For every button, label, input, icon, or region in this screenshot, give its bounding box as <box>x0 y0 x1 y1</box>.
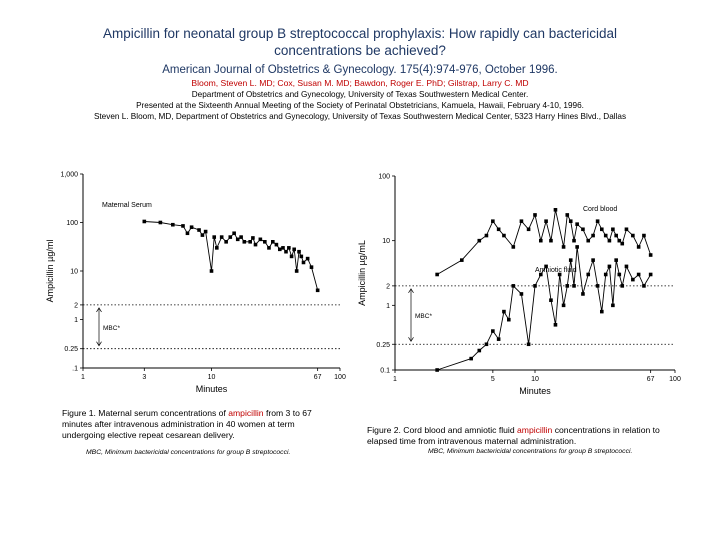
department-affiliation: Department of Obstetrics and Gynecology, University of Texas Southwestern Medical Center. <box>191 90 529 99</box>
data-point <box>581 292 585 296</box>
x-tick-label: 1 <box>393 376 397 383</box>
data-point <box>491 219 495 223</box>
data-point <box>554 323 558 327</box>
data-point <box>611 304 615 308</box>
data-point <box>520 219 524 223</box>
data-point <box>637 245 641 249</box>
data-point <box>562 245 566 249</box>
data-point <box>292 248 296 252</box>
data-point <box>533 213 537 217</box>
data-point <box>591 258 595 262</box>
data-point <box>527 342 531 346</box>
data-point <box>243 240 247 244</box>
data-point <box>201 233 205 237</box>
data-point <box>210 269 214 273</box>
data-point <box>159 221 163 225</box>
y-tick-label: 100 <box>378 173 390 181</box>
y-tick-label: 10 <box>382 238 390 246</box>
figure-1-chart <box>40 160 360 394</box>
figure-2-caption <box>367 425 692 447</box>
y-tick-label: 1 <box>74 317 78 324</box>
data-point <box>306 257 310 261</box>
data-point <box>507 318 511 322</box>
data-point <box>435 273 439 277</box>
data-point <box>600 227 604 231</box>
data-point <box>625 265 629 269</box>
data-point <box>224 240 228 244</box>
data-point <box>491 329 495 333</box>
data-point <box>251 236 255 240</box>
data-point <box>300 255 304 259</box>
data-point <box>637 273 641 277</box>
data-point <box>533 284 537 288</box>
x-tick-label: 67 <box>646 376 655 383</box>
data-point <box>295 269 299 273</box>
page-title: Ampicillin for neonatal group B streptococcal prophylaxis: How rapidly can bactericidal concentrations be achieved? <box>102 26 617 58</box>
data-point <box>569 219 573 223</box>
data-point <box>512 284 516 288</box>
series-label: Amniotic fluid <box>535 267 577 274</box>
data-point <box>569 258 573 262</box>
data-point <box>485 342 489 346</box>
data-point <box>649 273 653 277</box>
y-tick-label: 10 <box>70 268 78 276</box>
data-point <box>477 239 481 243</box>
data-point <box>236 238 240 242</box>
y-tick-label: 100 <box>66 220 78 227</box>
caption-text: Figure 1. Maternal serum concentrations of <box>62 408 229 418</box>
caption-highlight: ampicillin <box>228 408 264 418</box>
author-address: Steven L. Bloom, MD, Department of Obstetrics and Gynecology, University of Texas Southwestern Medical Center, 5323 Harry Hines Blvd., Dallas <box>93 112 627 121</box>
x-axis-label: Minutes <box>519 386 551 396</box>
y-tick-label: 0.25 <box>64 346 78 354</box>
series-label: Cord blood <box>583 206 618 213</box>
data-point <box>562 304 566 308</box>
data-point <box>502 234 506 238</box>
data-point <box>259 238 263 242</box>
data-point <box>460 258 464 262</box>
data-point <box>608 265 612 269</box>
data-point <box>565 213 569 217</box>
data-point <box>281 246 285 250</box>
data-point <box>617 273 621 277</box>
data-point <box>316 289 320 293</box>
data-point <box>220 235 224 239</box>
data-point <box>596 284 600 288</box>
data-point <box>604 273 608 277</box>
caption-text: concentrations in relation to elapsed time from intravenous maternal administration. <box>367 425 660 446</box>
data-point <box>591 234 595 238</box>
data-point <box>254 243 258 247</box>
x-tick-label: 67 <box>313 374 322 381</box>
data-point <box>435 368 439 372</box>
data-point <box>310 265 314 269</box>
y-axis-label: Ampicillin µg/mL <box>357 240 367 306</box>
data-point <box>572 284 576 288</box>
data-point <box>575 222 579 226</box>
data-point <box>290 255 294 259</box>
data-point <box>171 223 175 227</box>
data-point <box>596 219 600 223</box>
figure-1-abbreviation: MBC, Minimum bactericidal concentrations for group B streptococci. <box>86 449 291 456</box>
journal-citation: American Journal of Obstetrics & Gynecology. 175(4):974-976, October 1996. <box>162 64 558 76</box>
data-point <box>228 235 232 239</box>
data-point <box>204 230 208 234</box>
data-point <box>197 228 201 232</box>
data-point <box>565 284 569 288</box>
series-line <box>437 247 651 370</box>
caption-text: Figure 2. Cord blood and amniotic fluid <box>367 425 517 435</box>
data-point <box>512 245 516 249</box>
data-point <box>469 357 473 361</box>
data-point <box>600 310 604 314</box>
data-point <box>275 243 279 247</box>
data-point <box>181 224 185 228</box>
series-label: Maternal Serum <box>102 202 152 209</box>
y-axis-label: Ampicillin µg/ml <box>45 239 55 303</box>
data-point <box>620 284 624 288</box>
meeting-note: Presented at the Sixteenth Annual Meeting of the Society of Perinatal Obstetricians, Kamuela, Hawaii, February 4-10, 1996. <box>136 101 584 110</box>
data-point <box>302 261 306 265</box>
data-point <box>271 240 275 244</box>
y-tick-label: 0.1 <box>380 367 390 375</box>
y-tick-label: 2 <box>386 283 390 291</box>
y-tick-label: 1,000 <box>60 171 78 179</box>
data-point <box>477 349 481 353</box>
data-point <box>604 234 608 238</box>
caption-highlight: ampicillin <box>517 425 553 435</box>
data-point <box>263 240 267 244</box>
data-point <box>212 235 216 239</box>
data-point <box>267 246 271 250</box>
x-tick-label: 100 <box>669 376 681 383</box>
data-point <box>284 250 288 254</box>
caption-text: from 3 to 67 minutes after intravenous administration in 40 women at term undergoing elective repeat cesarean delivery. <box>62 408 312 440</box>
x-axis-label: Minutes <box>195 384 228 394</box>
data-point <box>586 239 590 243</box>
data-point <box>239 235 243 239</box>
data-point <box>497 227 501 231</box>
data-point <box>549 239 553 243</box>
data-point <box>614 258 618 262</box>
x-tick-label: 1 <box>81 374 85 381</box>
data-point <box>544 219 548 223</box>
author-list: Bloom, Steven L. MD; Cox, Susan M. MD; Bawdon, Roger E. PhD; Gilstrap, Larry C. MD <box>191 78 529 88</box>
x-tick-label: 3 <box>142 374 147 381</box>
data-point <box>586 273 590 277</box>
data-point <box>625 227 629 231</box>
data-point <box>485 234 489 238</box>
y-tick-label: .1 <box>72 365 78 373</box>
data-point <box>649 253 653 257</box>
data-point <box>520 292 524 296</box>
y-tick-label: 2 <box>74 302 78 310</box>
mbc-label: MBC* <box>103 324 120 332</box>
data-point <box>248 240 252 244</box>
x-tick-label: 10 <box>207 374 216 381</box>
data-point <box>502 310 506 314</box>
data-point <box>572 239 576 243</box>
data-point <box>143 220 147 224</box>
figure-2-abbreviation: MBC, Minimum bactericidal concentrations for group B streptococci. <box>428 448 633 455</box>
data-point <box>278 248 282 252</box>
data-point <box>631 234 635 238</box>
data-point <box>631 278 635 282</box>
figure-1-caption <box>62 408 330 441</box>
data-point <box>608 239 612 243</box>
x-tick-label: 100 <box>334 374 346 381</box>
data-point <box>527 227 531 231</box>
data-point <box>581 227 585 231</box>
data-point <box>232 231 236 235</box>
data-point <box>190 225 194 229</box>
data-point <box>611 227 615 231</box>
data-point <box>642 284 646 288</box>
data-point <box>642 234 646 238</box>
mbc-label: MBC* <box>415 313 432 321</box>
data-point <box>614 234 618 238</box>
data-point <box>549 298 553 302</box>
data-point <box>575 245 579 249</box>
data-point <box>297 250 301 254</box>
x-tick-label: 5 <box>490 376 495 383</box>
y-tick-label: 1 <box>386 302 390 310</box>
data-point <box>554 208 558 212</box>
data-point <box>539 239 543 243</box>
data-point <box>287 246 291 250</box>
data-point <box>215 246 219 250</box>
figure-2-chart <box>357 160 695 396</box>
data-point <box>186 231 190 235</box>
data-point <box>497 337 501 341</box>
data-point <box>620 242 624 246</box>
x-tick-label: 10 <box>531 376 539 383</box>
y-tick-label: 0.25 <box>376 341 390 349</box>
